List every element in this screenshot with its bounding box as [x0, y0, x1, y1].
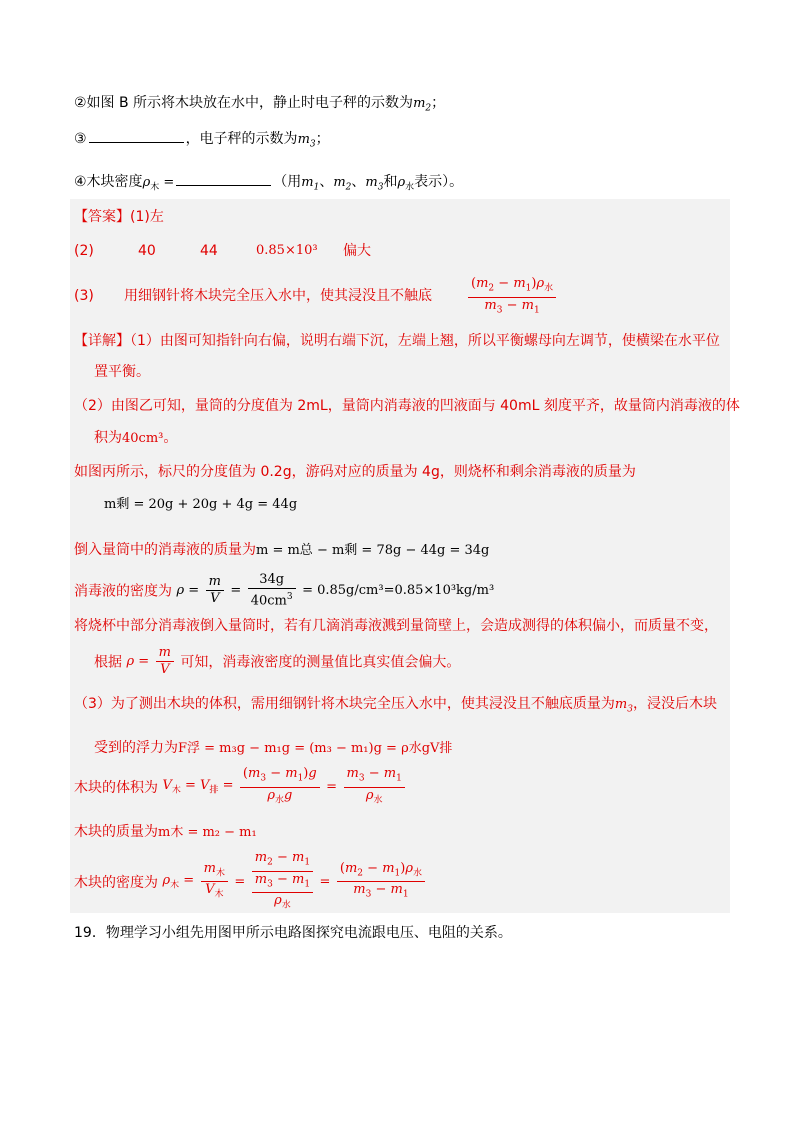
detail-line-2b: 积为40cm³。	[94, 430, 178, 446]
answer-line-3: (3)	[74, 288, 94, 304]
answer-line-2: (2)	[74, 243, 94, 259]
detail-line-10: 受到的浮力为F浮 = m₃g − m₁g = (m₃ − m₁)g = ρ水gV排	[94, 740, 453, 756]
detail-remaining-mass-eq: m剩 = 20g + 20g + 4g = 44g	[104, 497, 298, 512]
detail-line-1: 【详解】（1）由图可知指针向右偏，说明右端下沉，左端上翘，所以平衡螺母向左调节，使横梁在水平位	[74, 333, 720, 349]
detail-line-1b: 置平衡。	[94, 364, 150, 380]
answer-value-error: 偏大	[343, 243, 371, 259]
step-4-line: ④木块密度$\rho_木$ = （用$m_1$、$m_2$、$m_3$和$\rho_水$表示）。	[74, 171, 463, 198]
answer-step-3-text: 用细钢针将木块完全压入水中，使其浸没且不触底	[124, 288, 432, 304]
detail-line-7: 将烧杯中部分消毒液倒入量筒时，若有几滴消毒液溅到量筒壁上，会造成测得的体积偏小，而质量不变，	[74, 618, 718, 634]
detail-line-3: 如图丙所示，标尺的分度值为 0.2g，游码对应的质量为 4g，则烧杯和剩余消毒液的质量为	[74, 464, 636, 480]
answer-value-mass: 44	[200, 243, 218, 259]
m2-symbol: $m_2$	[413, 96, 432, 114]
detail-line-9: （3）为了测出木块的体积，需用细钢针将木块完全压入水中，使其浸没且不触底质量为$m_3$，浸没后木块	[74, 696, 717, 715]
detail-line-6: 消毒液的密度为 ρ = $\frac{m}{V}$ = $\frac{34g}{40cm^3}$ = 0.85g/cm³=0.85×10³kg/m³	[74, 572, 495, 609]
detail-line-13: 木块的密度为 $\rho_木$ = $\frac{m_木}{V_木}$ = $m_2 - m_1$ $m_3 - m_1$ $\rho_水$ = $\frac{(m_2 - m_1)\rho_水}{m_3 - m_1}$	[74, 850, 427, 914]
step-4-blank	[176, 171, 271, 186]
detail-line-2: （2）由图乙可知，量筒的分度值为 2mL，量筒内消毒液的凹液面与 40mL 刻度平齐，故量筒内消毒液的体	[74, 398, 740, 414]
detail-line-5: 倒入量筒中的消毒液的质量为m = m总 − m剩 = 78g − 44g = 34g	[74, 542, 490, 558]
answer-density-formula: $\frac{(m_2 - m_1)\rho_水}{m_3 - m_1}$	[466, 276, 558, 318]
step-3-line: ③ ，电子秤的示数为$m_3$；	[74, 128, 330, 155]
question-19: 19．物理学习小组先用图甲所示电路图探究电流跟电压、电阻的关系。	[74, 925, 512, 941]
detail-line-8: 根据 ρ = $\frac{m}{V}$ 可知，消毒液密度的测量值比真实值会偏大。	[94, 645, 461, 677]
detail-line-11: 木块的体积为 $V_木 = V_排$ = $\frac{(m_3 - m_1)g}{\rho_水g}$ = $\frac{m_3 - m_1}{\rho_水}$	[74, 766, 407, 808]
answer-value-volume: 40	[138, 243, 156, 259]
step-3-blank	[89, 128, 184, 143]
detail-line-12: 木块的质量为m木 = m₂ − m₁	[74, 824, 257, 840]
answer-value-density: 0.85×10³	[256, 243, 318, 258]
step-2-line: ②如图 B 所示将木块放在水中，静止时电子秤的示数为$m_2$；	[74, 95, 446, 114]
answer-line-1: 【答案】(1)左	[74, 209, 164, 225]
